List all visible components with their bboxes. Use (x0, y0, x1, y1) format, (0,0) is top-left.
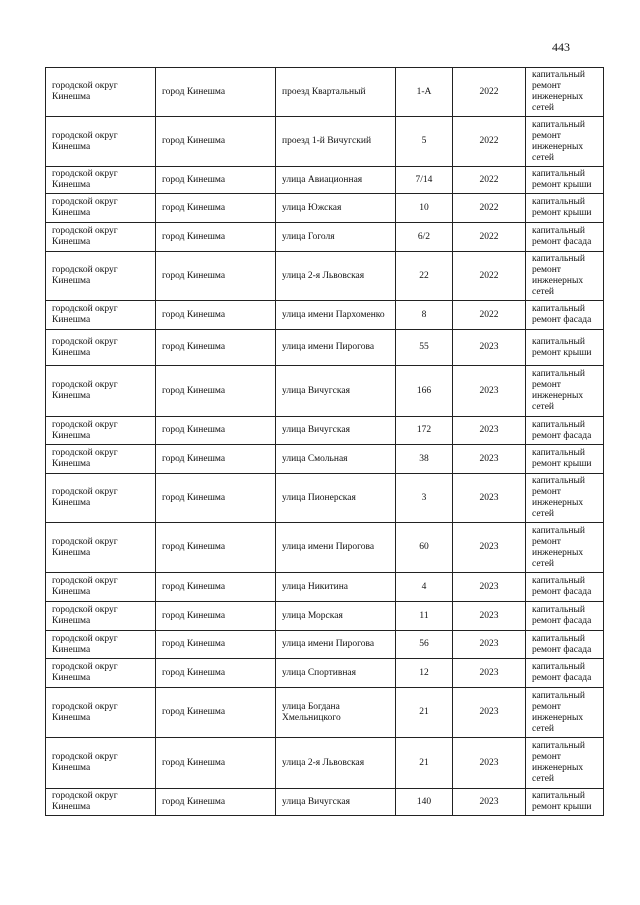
repair-registry-table (45, 67, 604, 816)
city-cell: город Кинешма (156, 194, 276, 223)
house-number-cell: 38 (396, 445, 453, 474)
street-cell: улица имени Пархоменко (276, 301, 396, 330)
district-cell: городской округ Кинешма (46, 789, 156, 816)
street-cell: проезд 1-й Вичугский (276, 117, 396, 167)
house-number-cell: 10 (396, 194, 453, 223)
work-type-cell: капитальный ремонт инженерных сетей (526, 252, 604, 301)
house-number-cell: 166 (396, 366, 453, 417)
house-number-cell: 21 (396, 688, 453, 738)
table-row (46, 167, 604, 194)
district-cell: городской округ Кинешма (46, 474, 156, 523)
district-cell: городской округ Кинешма (46, 602, 156, 631)
year-cell: 2023 (453, 417, 526, 445)
table-row (46, 117, 604, 167)
work-type-cell: капитальный ремонт крыши (526, 789, 604, 816)
street-cell: улица Никитина (276, 573, 396, 602)
year-cell: 2022 (453, 194, 526, 223)
street-cell: улица 2-я Львовская (276, 252, 396, 301)
street-cell: улица Южская (276, 194, 396, 223)
street-cell: улица Спортивная (276, 659, 396, 688)
work-type-cell: капитальный ремонт фасада (526, 573, 604, 602)
table-row (46, 445, 604, 474)
table-row (46, 688, 604, 738)
house-number-cell: 55 (396, 330, 453, 366)
house-number-cell: 11 (396, 602, 453, 631)
table-row (46, 252, 604, 301)
house-number-cell: 3 (396, 474, 453, 523)
house-number-cell: 12 (396, 659, 453, 688)
district-cell: городской округ Кинешма (46, 68, 156, 117)
year-cell: 2022 (453, 117, 526, 167)
work-type-cell: капитальный ремонт инженерных сетей (526, 68, 604, 117)
work-type-cell: капитальный ремонт инженерных сетей (526, 688, 604, 738)
district-cell: городской округ Кинешма (46, 366, 156, 417)
house-number-cell: 21 (396, 738, 453, 789)
house-number-cell: 5 (396, 117, 453, 167)
city-cell: город Кинешма (156, 688, 276, 738)
table-row (46, 223, 604, 252)
city-cell: город Кинешма (156, 68, 276, 117)
year-cell: 2023 (453, 366, 526, 417)
city-cell: город Кинешма (156, 301, 276, 330)
work-type-cell: капитальный ремонт крыши (526, 330, 604, 366)
house-number-cell: 22 (396, 252, 453, 301)
district-cell: городской округ Кинешма (46, 301, 156, 330)
year-cell: 2023 (453, 330, 526, 366)
table-row (46, 301, 604, 330)
year-cell: 2023 (453, 631, 526, 659)
table-row (46, 631, 604, 659)
year-cell: 2022 (453, 223, 526, 252)
city-cell: город Кинешма (156, 573, 276, 602)
work-type-cell: капитальный ремонт инженерных сетей (526, 738, 604, 789)
street-cell: улица Вичугская (276, 789, 396, 816)
house-number-cell: 56 (396, 631, 453, 659)
street-cell: улица Морская (276, 602, 396, 631)
year-cell: 2023 (453, 738, 526, 789)
table-body (46, 68, 604, 816)
street-cell: улица Богдана Хмельницкого (276, 688, 396, 738)
table-row (46, 417, 604, 445)
street-cell: проезд Квартальный (276, 68, 396, 117)
street-cell: улица 2-я Львовская (276, 738, 396, 789)
year-cell: 2022 (453, 301, 526, 330)
city-cell: город Кинешма (156, 366, 276, 417)
work-type-cell: капитальный ремонт фасада (526, 659, 604, 688)
table-row (46, 474, 604, 523)
city-cell: город Кинешма (156, 167, 276, 194)
table-row (46, 789, 604, 816)
work-type-cell: капитальный ремонт инженерных сетей (526, 523, 604, 573)
year-cell: 2022 (453, 252, 526, 301)
work-type-cell: капитальный ремонт фасада (526, 301, 604, 330)
street-cell: улица Пионерская (276, 474, 396, 523)
work-type-cell: капитальный ремонт инженерных сетей (526, 366, 604, 417)
year-cell: 2023 (453, 789, 526, 816)
district-cell: городской округ Кинешма (46, 573, 156, 602)
work-type-cell: капитальный ремонт фасада (526, 602, 604, 631)
street-cell: улица имени Пирогова (276, 330, 396, 366)
city-cell: город Кинешма (156, 631, 276, 659)
year-cell: 2023 (453, 573, 526, 602)
year-cell: 2022 (453, 167, 526, 194)
street-cell: улица Авиационная (276, 167, 396, 194)
street-cell: улица Гоголя (276, 223, 396, 252)
district-cell: городской округ Кинешма (46, 223, 156, 252)
table-row (46, 330, 604, 366)
work-type-cell: капитальный ремонт фасада (526, 417, 604, 445)
city-cell: город Кинешма (156, 252, 276, 301)
district-cell: городской округ Кинешма (46, 417, 156, 445)
city-cell: город Кинешма (156, 738, 276, 789)
house-number-cell: 4 (396, 573, 453, 602)
city-cell: город Кинешма (156, 789, 276, 816)
district-cell: городской округ Кинешма (46, 688, 156, 738)
city-cell: город Кинешма (156, 659, 276, 688)
year-cell: 2023 (453, 445, 526, 474)
district-cell: городской округ Кинешма (46, 659, 156, 688)
district-cell: городской округ Кинешма (46, 117, 156, 167)
year-cell: 2023 (453, 602, 526, 631)
table-row (46, 602, 604, 631)
street-cell: улица Смольная (276, 445, 396, 474)
year-cell: 2023 (453, 659, 526, 688)
year-cell: 2023 (453, 474, 526, 523)
table-row (46, 573, 604, 602)
house-number-cell: 1-А (396, 68, 453, 117)
work-type-cell: капитальный ремонт фасада (526, 631, 604, 659)
table-row (46, 366, 604, 417)
work-type-cell: капитальный ремонт крыши (526, 445, 604, 474)
table-row (46, 659, 604, 688)
house-number-cell: 8 (396, 301, 453, 330)
city-cell: город Кинешма (156, 602, 276, 631)
table-row (46, 68, 604, 117)
work-type-cell: капитальный ремонт инженерных сетей (526, 117, 604, 167)
district-cell: городской округ Кинешма (46, 738, 156, 789)
district-cell: городской округ Кинешма (46, 330, 156, 366)
city-cell: город Кинешма (156, 417, 276, 445)
city-cell: город Кинешма (156, 445, 276, 474)
district-cell: городской округ Кинешма (46, 523, 156, 573)
house-number-cell: 7/14 (396, 167, 453, 194)
year-cell: 2023 (453, 688, 526, 738)
table-row (46, 738, 604, 789)
street-cell: улица Вичугская (276, 417, 396, 445)
house-number-cell: 172 (396, 417, 453, 445)
house-number-cell: 60 (396, 523, 453, 573)
district-cell: городской округ Кинешма (46, 445, 156, 474)
house-number-cell: 140 (396, 789, 453, 816)
district-cell: городской округ Кинешма (46, 252, 156, 301)
work-type-cell: капитальный ремонт крыши (526, 167, 604, 194)
page-number: 443 (552, 40, 570, 54)
year-cell: 2022 (453, 68, 526, 117)
district-cell: городской округ Кинешма (46, 167, 156, 194)
work-type-cell: капитальный ремонт крыши (526, 194, 604, 223)
table-row (46, 194, 604, 223)
house-number-cell: 6/2 (396, 223, 453, 252)
year-cell: 2023 (453, 523, 526, 573)
city-cell: город Кинешма (156, 474, 276, 523)
district-cell: городской округ Кинешма (46, 194, 156, 223)
work-type-cell: капитальный ремонт фасада (526, 223, 604, 252)
street-cell: улица Вичугская (276, 366, 396, 417)
district-cell: городской округ Кинешма (46, 631, 156, 659)
city-cell: город Кинешма (156, 523, 276, 573)
work-type-cell: капитальный ремонт инженерных сетей (526, 474, 604, 523)
city-cell: город Кинешма (156, 330, 276, 366)
table-row (46, 523, 604, 573)
city-cell: город Кинешма (156, 117, 276, 167)
street-cell: улица имени Пирогова (276, 523, 396, 573)
street-cell: улица имени Пирогова (276, 631, 396, 659)
city-cell: город Кинешма (156, 223, 276, 252)
